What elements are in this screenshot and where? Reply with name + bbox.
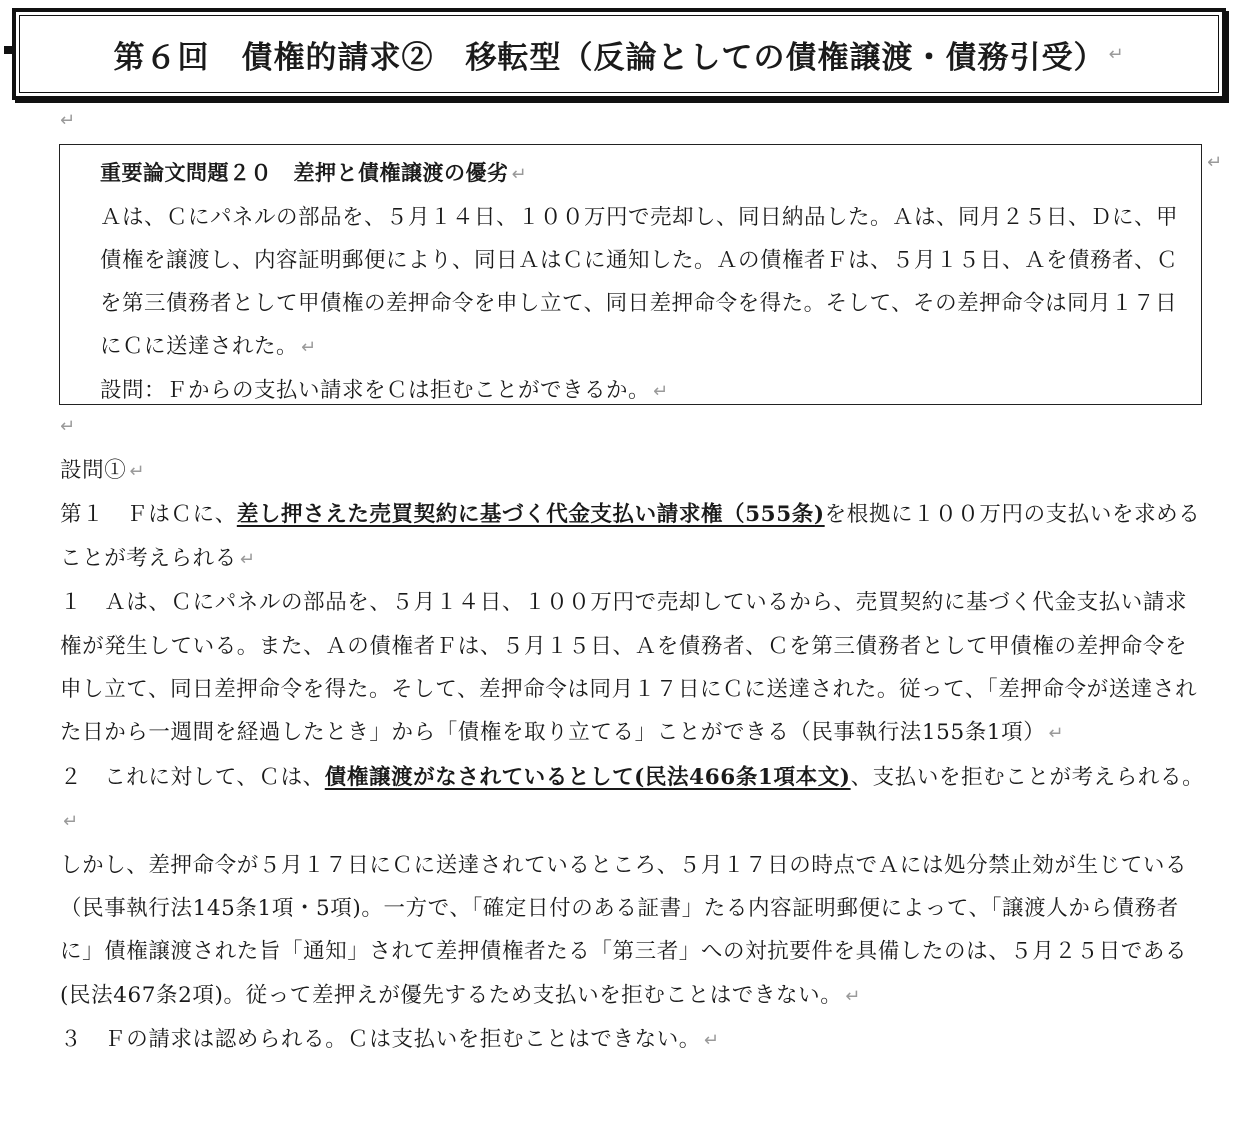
return-mark: ↵ xyxy=(703,1030,720,1052)
paragraph-2: １ Ａは、Ｃにパネルの部品を、５月１４日、１００万円で売却しているから、売買契約に基づく代金支払い請求権が発生している。また、Ａの債権者Ｆは、５月１５日、Ａを債務者、Ｃを第三債務者として甲債権の差押命令を申し立て、同日差押命令を得た。そして、差押命令は同月１７日にＣに送達された。従って、「差押命令が送達された日から一週間を経過したとき」から「債権を取り立てる」ことができる（民事執行法155条1項） ↵ xyxy=(60,590,1198,746)
paragraph-4: しかし、差押命令が５月１７日にＣに送達されているところ、５月１７日の時点でＡには処分禁止効が生じている（民事執行法145条1項・5項)。一方で、「確定日付のある証書」たる内容証明郵便によって、「譲渡人から債務者に」債権譲渡された旨「通知」されて差押債権者たる「第三者」への対抗要件を具備したのは、５月２５日である(民法467条2項)。従って差押えが優先するため支払いを拒むことはできない。 ↵ xyxy=(60,852,1188,1008)
paragraph-5: ３ Ｆの請求は認められる。Ｃは支払いを拒むことはできない。 ↵ xyxy=(60,1027,720,1053)
paragraph-3: ２ これに対して、Ｃは、債権譲渡がなされているとして(民法466条1項本文)、支払いを拒むことが考えられる。↵ xyxy=(60,764,1205,833)
problem-question: 設問：Ｆからの支払い請求をＣは拒むことができるか。 ↵ xyxy=(100,378,669,403)
paragraph-1: 第１ ＦはＣに、差し押さえた売買契約に基づく代金支払い請求権（555条)を根拠に１００万円の支払いを求めることが考えられる ↵ xyxy=(60,502,1201,571)
return-mark: ↵ xyxy=(653,381,669,402)
return-mark: ↵ xyxy=(239,548,256,570)
return-mark: ↵ xyxy=(129,461,145,482)
return-mark: ↵ xyxy=(60,110,76,131)
return-mark: ↵ xyxy=(1108,43,1125,65)
return-mark: ↵ xyxy=(301,337,317,358)
return-mark: ↵ xyxy=(1048,723,1065,745)
underlined-claim: 差し押さえた売買契約に基づく代金支払い請求権（555条) xyxy=(236,502,825,528)
underlined-rebuttal: 債権譲渡がなされているとして(民法466条1項本文) xyxy=(324,764,851,790)
problem-box xyxy=(59,144,1202,405)
return-mark: ↵ xyxy=(845,985,861,1007)
page-title-text: 第６回 債権的請求② 移転型（反論としての債権譲渡・債務引受） xyxy=(113,39,1106,76)
frame-tick xyxy=(4,46,16,54)
return-mark: ↵ xyxy=(1207,152,1223,173)
return-mark: ↵ xyxy=(63,811,79,833)
title-frame xyxy=(12,8,1226,100)
return-mark: ↵ xyxy=(511,164,528,185)
section-title: 設問① ↵ xyxy=(60,458,145,483)
problem-heading: 重要論文問題２０ 差押と債権譲渡の優劣 ↵ xyxy=(100,160,528,185)
answer-body xyxy=(60,449,1208,1063)
problem-content xyxy=(100,151,1183,413)
page-title xyxy=(16,12,1222,96)
return-mark: ↵ xyxy=(60,416,76,437)
problem-text: Ａは、Ｃにパネルの部品を、５月１４日、１００万円で売却し、同日納品した。Ａは、同月２５日、Ｄに、甲債権を譲渡し、内容証明郵便により、同日ＡはＣに通知した。Ａの債権者Ｆは、５月１５日、Ａを債務者、Ｃを第三債務者として甲債権の差押命令を申し立て、同日差押命令を得た。そして、その差押命令は同月１７日にＣに送達された。 ↵ xyxy=(100,205,1179,359)
